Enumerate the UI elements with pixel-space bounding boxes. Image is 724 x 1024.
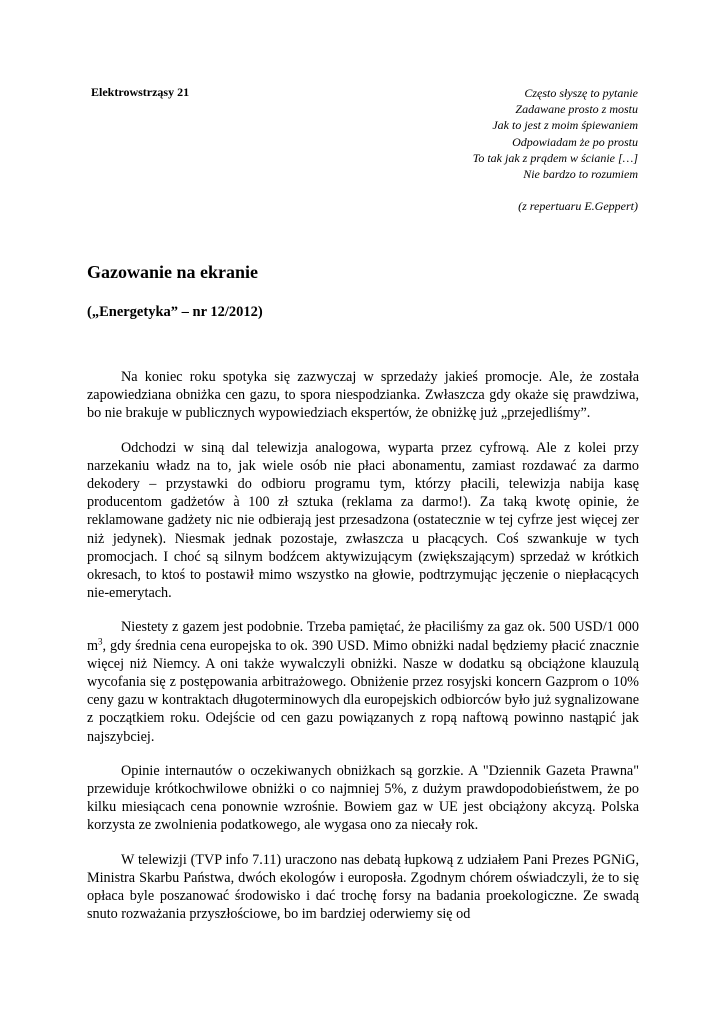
epigraph-line: To tak jak z prądem w ścianie […] (472, 150, 638, 165)
article-body (87, 368, 639, 939)
paragraph (87, 618, 639, 745)
epigraph-source: (z repertuaru E.Geppert) (518, 199, 638, 214)
paragraph: Na koniec roku spotyka się zazwyczaj w sprzedaży jakieś promocje. Ale, że została zapowiedziana obniżka cen gazu, to spora niespodzianka. Zwłaszcza gdy okaże się prawdziwa, bo nie brakuje w publicznych wypowiedziach ekspertów, że obniżkę już „przejedliśmy”. (87, 369, 639, 422)
paragraph: Opinie internautów o oczekiwanych obniżkach są gorzkie. A "Dziennik Gazeta Prawna" przewiduje krótkochwilowe obniżki o co najmniej 5%, z dużym prawdopodobieństwem, że po kilku miesiącach cena ponownie wzrośnie. Bowiem gaz w UE jest obciążony akcyzą. Polska korzysta ze zwolnienia podatkowego, ale wygasa ono za niecały rok. (87, 762, 639, 834)
epigraph-line: Odpowiadam że po prostu (512, 134, 638, 149)
epigraph-line: Zadawane prosto z mostu (515, 102, 638, 117)
superscript: 3 (98, 635, 103, 646)
paragraph-text: Niestety z gazem jest podobnie. Trzeba pamiętać, że płaciliśmy za gaz ok. 500 USD/1 000 m (87, 619, 639, 654)
publication-header: Elektrowstrząsy 21 (91, 85, 190, 99)
article-title: Gazowanie na ekranie (87, 262, 258, 282)
paragraph: Odchodzi w siną dal telewizja analogowa, wyparta przez cyfrową. Ale z kolei przy narzekaniu władz na to, jak wiele osób nie płaci abonamentu, zamiast rozdawać za darmo dekodery – przystawki do odbioru programu tym, którzy płacili, telewizja nabija kasę producentom gadżetów à 100 zł sztuka (reklama za darmo!). Za taką kwotę opinie, że reklamowane gadżety nic nie odbierają jest przesadzona (ostatecznie w tej cyfrze jest więcej zer niż jedynek). Niesmak jednak pozostaje, zwłaszcza u płacących. Coś szwankuje w tych promocjach. I choć są silnym bodźcem aktywizującym (zwiększającym) sprzedaż w krótkich okresach, to ktoś to postawił mimo wszystko na głowie, podtrzymując jęczenie o niepłacących nie-emerytach. (87, 439, 639, 602)
paragraph-text: , gdy średnia cena europejska to ok. 390 USD. Mimo obniżki nadal będziemy płacić znacznie więcej niż Niemcy. A oni także wywalczyli obniżki. Nasze w dodatku są obciążone klauzulą wycofania się z postępowania arbitrażowego. Obniżenie przez rosyjski koncern Gazprom o 10% ceny gazu w kontraktach długoterminowych dla europejskich odbiorców było już sygnalizowane z początkiem roku. Odejście od cen gazu powiązanych z ropą naftową powinno nastąpić jak najszybciej. (87, 637, 639, 745)
epigraph (473, 85, 638, 214)
paragraph: W telewizji (TVP info 7.11) uraczono nas debatą łupkową z udziałem Pani Prezes PGNiG, Ministra Skarbu Państwa, dwóch ekologów i europosła. Zgodnym chórem oświadczyli, że to się opłaca byle poszanować środowisko i dać trochę forsy na badania proekologiczne. Ze swadą snuto rozważania przyszłościowe, bo im bardziej oderwiemy się od (87, 851, 639, 923)
epigraph-line: Jak to jest z moim śpiewaniem (492, 118, 638, 133)
epigraph-line: Często słyszę to pytanie (524, 86, 638, 100)
epigraph-line: Nie bardzo to rozumiem (523, 167, 638, 182)
article-subtitle: („Energetyka” – nr 12/2012) (87, 304, 263, 320)
